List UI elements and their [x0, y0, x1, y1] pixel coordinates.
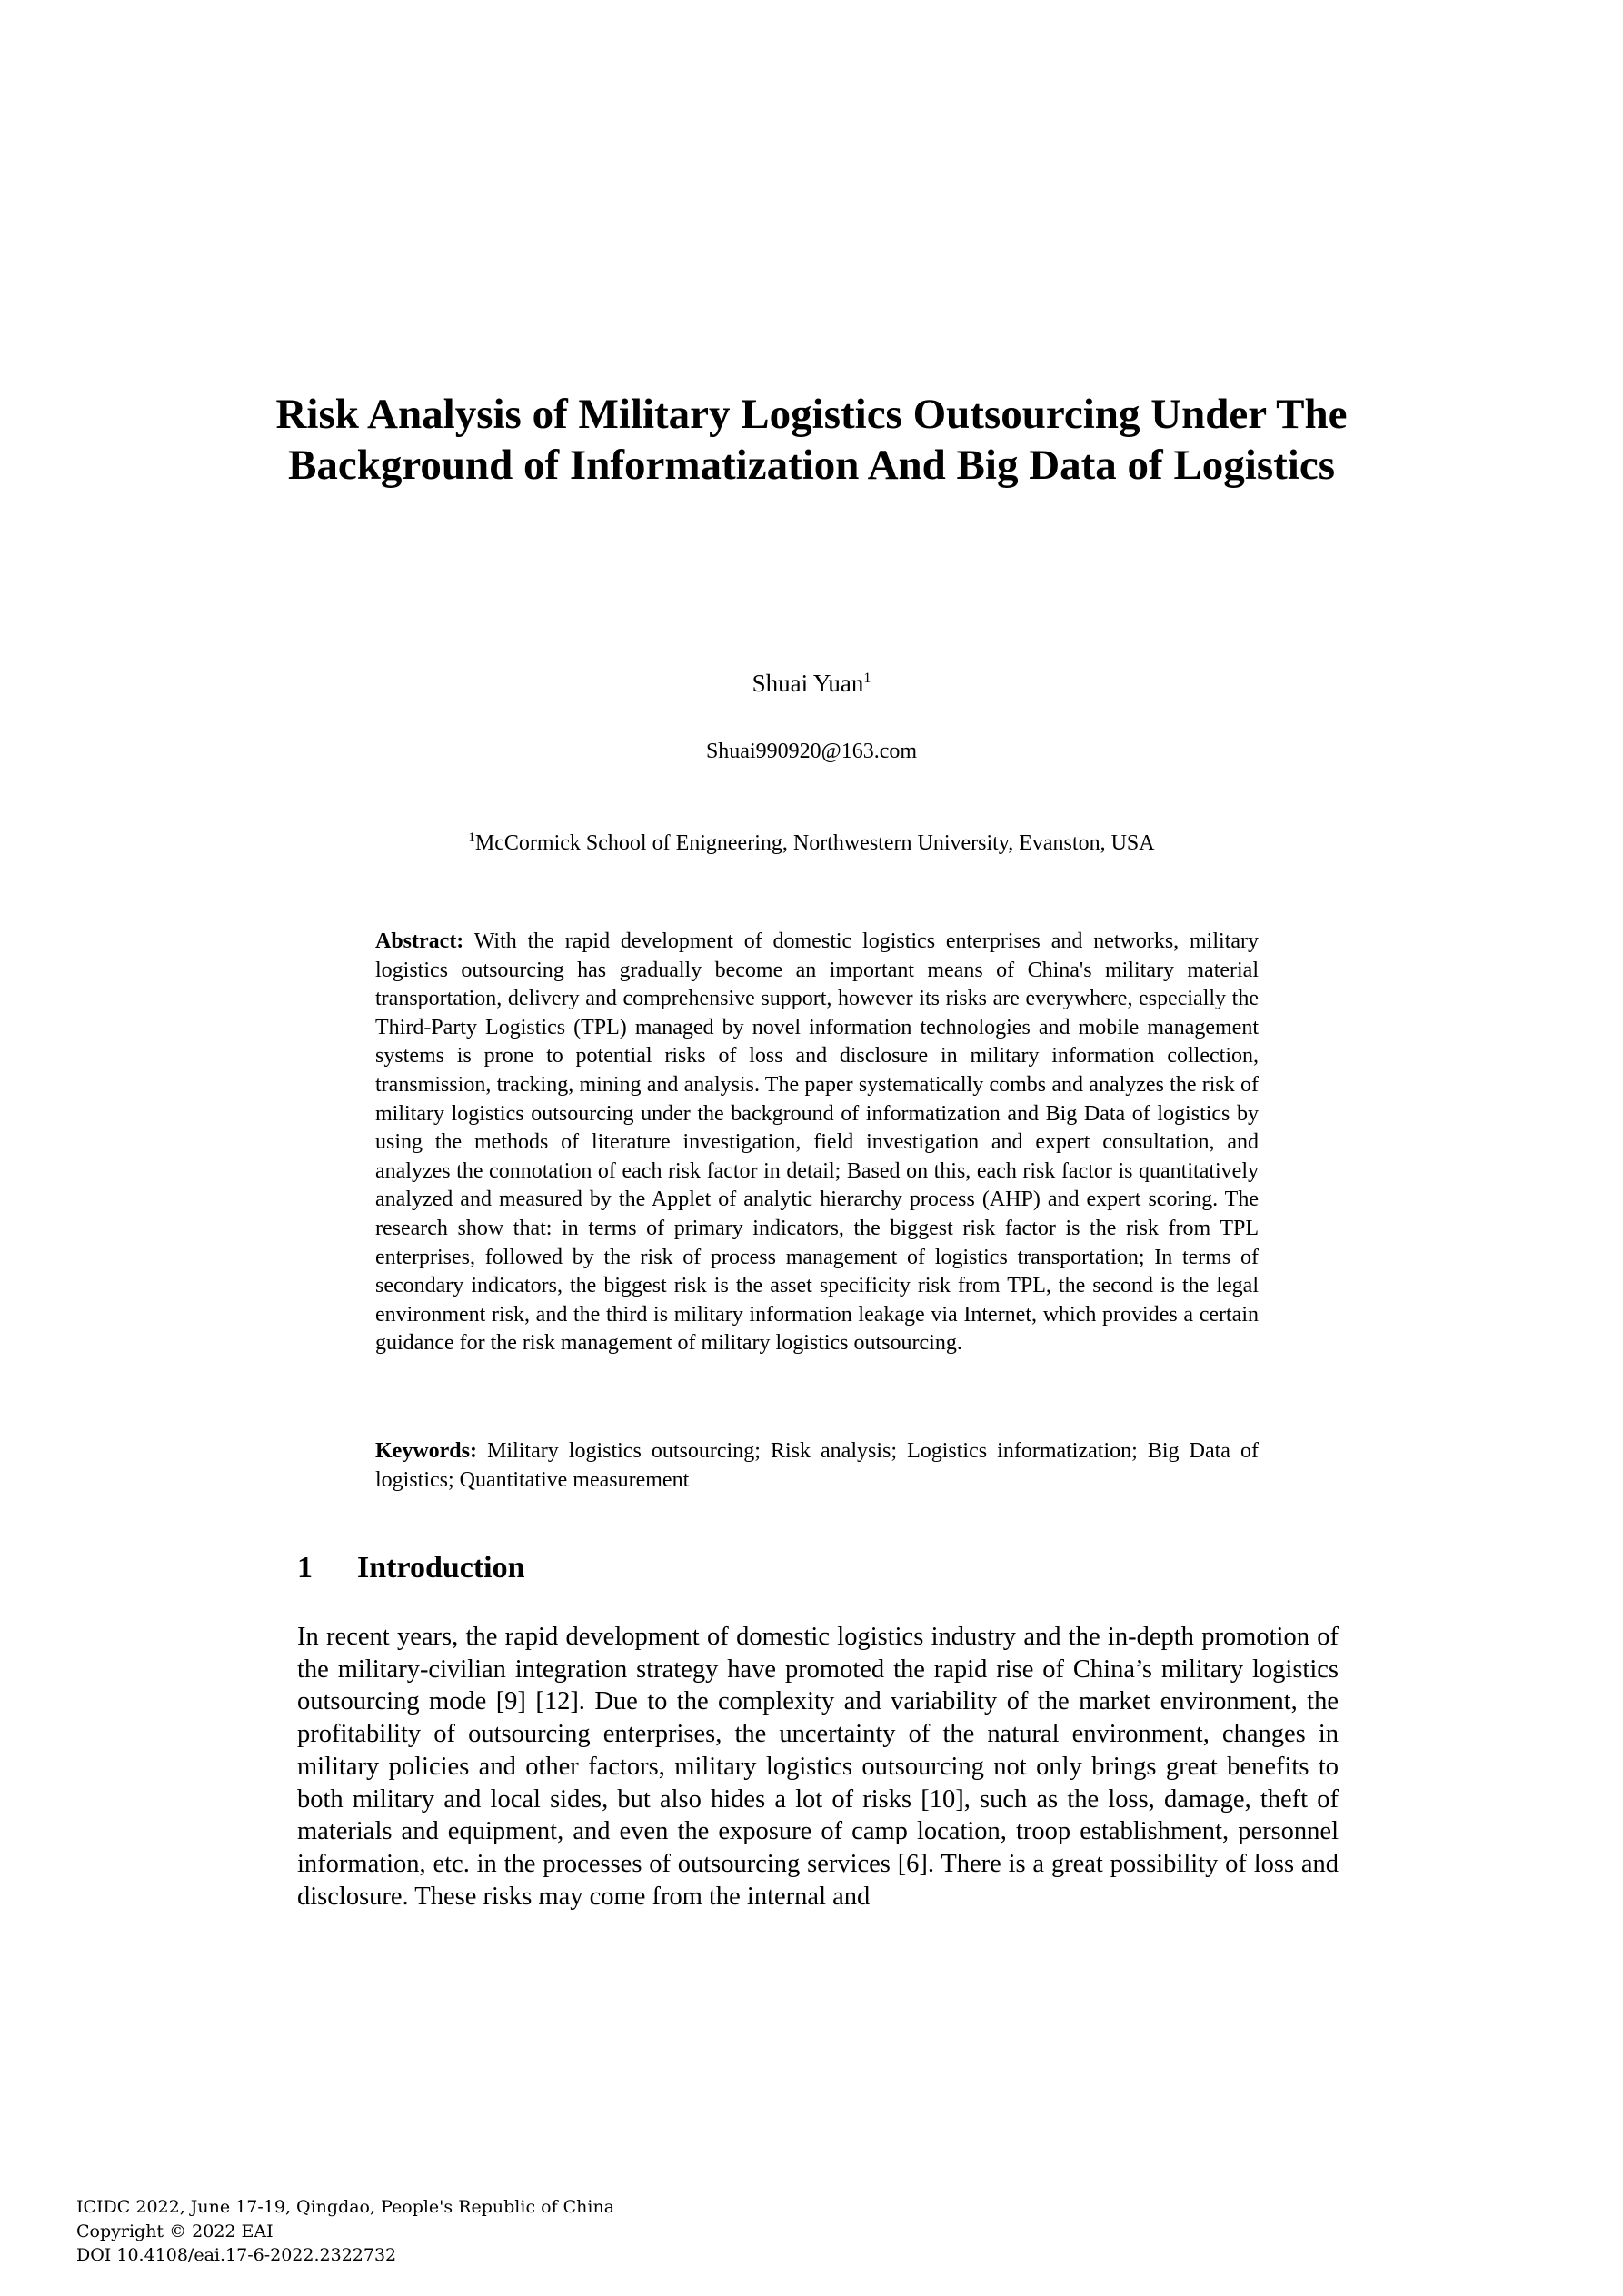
footer-conference: ICIDC 2022, June 17-19, Qingdao, People's Republic of China [76, 2197, 615, 2217]
keywords-label: Keywords: [375, 1439, 477, 1463]
keywords-text: Military logistics outsourcing; Risk analysis; Logistics informatization; Big Data of logistics; Quantitative measurement [375, 1439, 1259, 1492]
author-email: Shuai990920@163.com [705, 740, 918, 763]
abstract-text: With the rapid development of domestic logistics enterprises and networks, military logistics outsourcing has gradually become an important means of China's military material transportation, delivery and comprehensive support, however its risks are everywhere, especially the Third-Party Logistics (TPL) managed by novel information technologies and mobile management systems is prone to potential risks of loss and disclosure in military information collection, transmission, tracking, mining and analysis. The paper systematically combs and analyzes the risk of military logistics outsourcing under the background of informatization and Big Data of logistics by using the methods of literature investigation, field investigation and expert consultation, and analyzes the connotation of each risk factor in detail; Based on this, each risk factor is quantitatively analyzed and measured by the Applet of analytic hierarchy process (AHP) and expert scoring. The research show that: in terms of primary indicators, the biggest risk factor is the risk from TPL enterprises, followed by the risk of process management of logistics transportation; In terms of secondary indicators, the biggest risk is the asset specificity risk from TPL, the second is the legal environment risk, and the third is military information leakage via Internet, which provides a certain guidance for the risk management of military logistics outsourcing. [375, 929, 1260, 1356]
author-name: Shuai Yuan [752, 670, 864, 697]
paper-title: Risk Analysis of Military Logistics Outsourcing Under The Background of Informatization And Big Data of Logistics [275, 391, 1348, 489]
section-title: Introduction [357, 1551, 525, 1585]
section-number: 1 [297, 1551, 313, 1585]
affiliation-text: McCormick School of Enigneering, Northwestern University, Evanston, USA [474, 831, 1155, 855]
author-line [0, 668, 1623, 699]
author-affiliation-marker: 1 [863, 671, 871, 686]
abstract-label: Abstract: [375, 929, 464, 953]
affiliation-marker: 1 [468, 830, 475, 845]
section-heading-introduction [297, 1550, 525, 1586]
introduction-paragraph: In recent years, the rapid development of domestic logistics industry and the in-depth promotion of the military-civilian integration strategy have promoted the rapid rise of China’s military logistics outsourcing mode [9] [12]. Due to the complexity and variability of the market environment, the profitability of outsourcing enterprises, the uncertainty of the natural environment, changes in military policies and other factors, military logistics outsourcing not only brings great benefits to both military and local sides, but also hides a lot of risks [10], such as the loss, damage, theft of materials and equipment, and even the exposure of camp location, troop establishment, personnel information, etc. in the processes of outsourcing services [6]. There is a great possibility of loss and disclosure. These risks may come from the internal and [297, 1623, 1339, 1911]
footer-copyright: Copyright © 2022 EAI [76, 2221, 274, 2241]
abstract [375, 928, 1259, 1358]
affiliation-line [0, 830, 1623, 857]
page-footer [76, 2195, 614, 2268]
footer-doi: DOI 10.4108/eai.17-6-2022.2322732 [76, 2245, 397, 2265]
keywords [375, 1437, 1259, 1495]
